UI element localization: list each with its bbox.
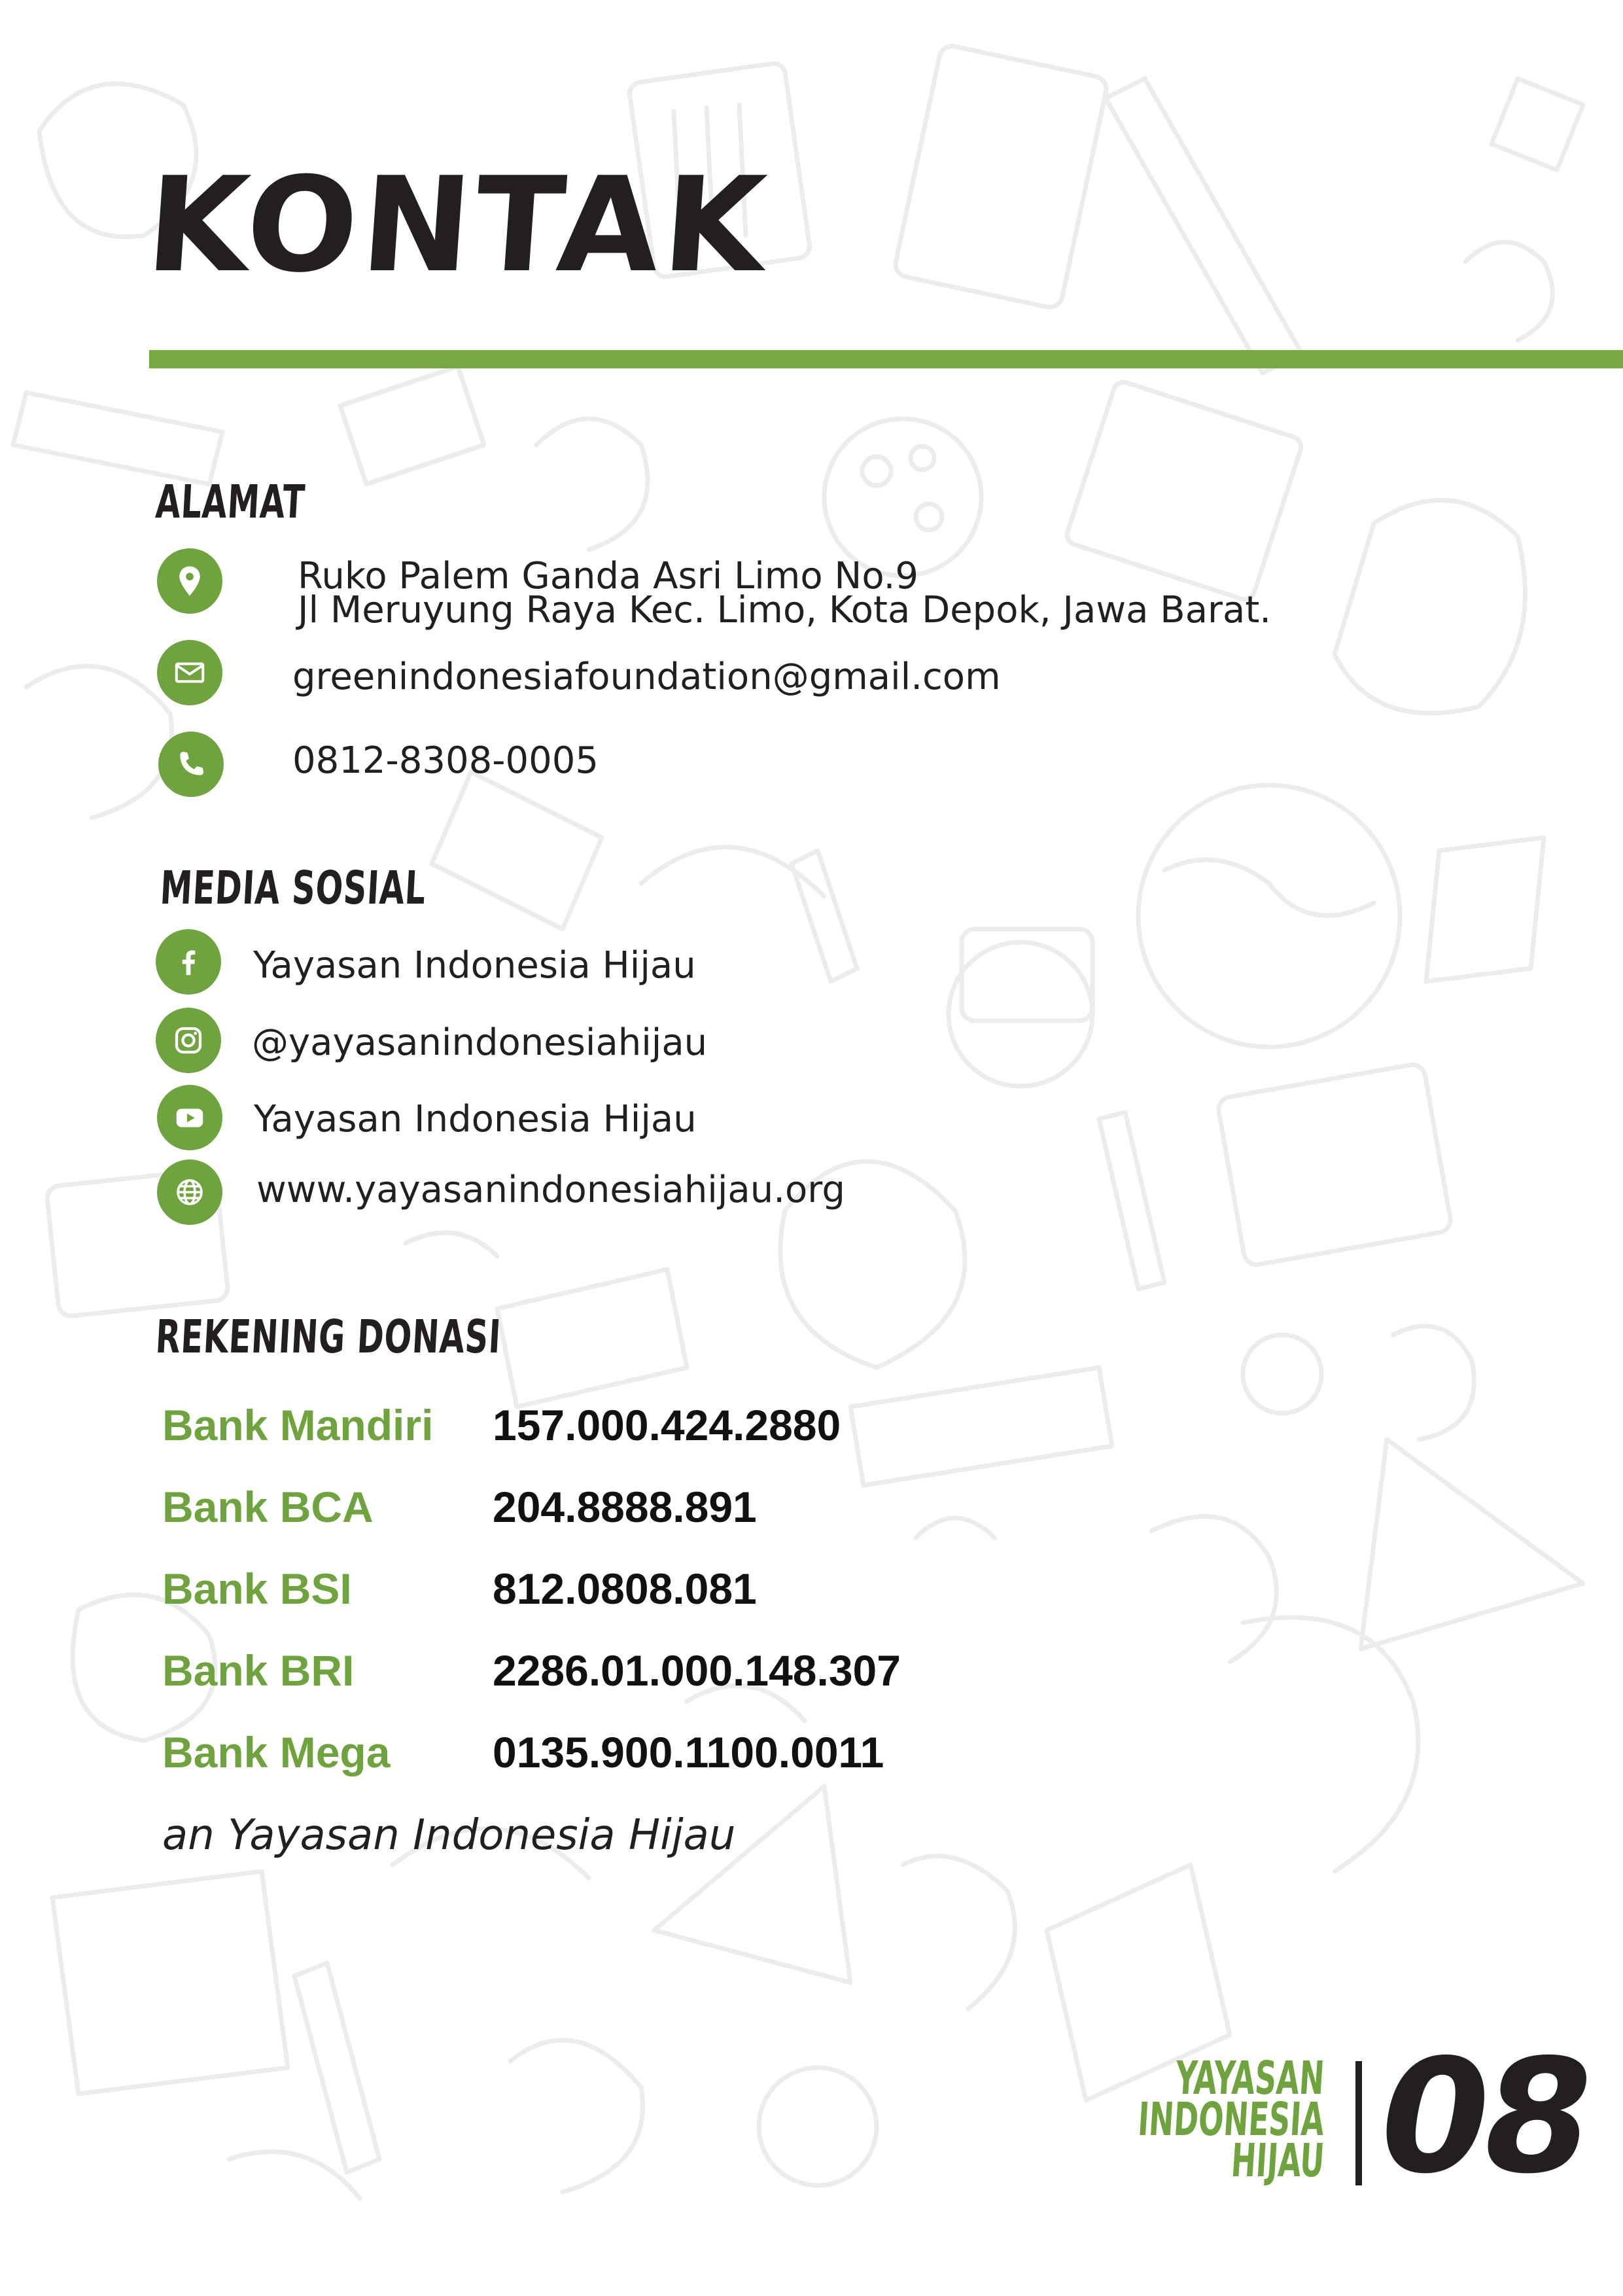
website-link[interactable]: www.yayasanindonesiahijau.org bbox=[256, 1169, 845, 1211]
address-line-1: Ruko Palem Ganda Asri Limo No.9 bbox=[298, 555, 919, 597]
bank-name: Bank BSI bbox=[162, 1564, 352, 1613]
facebook-link[interactable]: Yayasan Indonesia Hijau bbox=[253, 944, 696, 987]
phone-number[interactable]: 0812-8308-0005 bbox=[292, 739, 599, 782]
bank-row bbox=[162, 1482, 757, 1532]
bank-row bbox=[162, 1400, 841, 1450]
page-number: 08 bbox=[1364, 2025, 1602, 2208]
bank-row bbox=[162, 1727, 884, 1777]
facebook-row bbox=[156, 929, 221, 995]
bank-name: Bank BRI bbox=[162, 1646, 355, 1695]
bank-name: Bank BCA bbox=[162, 1483, 374, 1531]
title-underline bbox=[149, 350, 1623, 368]
logo-line-1: YAYASAN bbox=[1174, 2051, 1326, 2105]
address-row bbox=[157, 548, 222, 614]
account-number: 0135.900.1100.0011 bbox=[493, 1728, 884, 1776]
email-row bbox=[157, 640, 222, 705]
page-title: KONTAK bbox=[141, 149, 775, 302]
logo-divider bbox=[1355, 2061, 1362, 2185]
youtube-icon[interactable] bbox=[157, 1085, 222, 1150]
globe-icon bbox=[157, 1159, 222, 1225]
bank-row bbox=[162, 1564, 757, 1614]
logo-line-3: HIJAU bbox=[1229, 2134, 1326, 2187]
youtube-link[interactable]: Yayasan Indonesia Hijau bbox=[254, 1098, 697, 1140]
phone-icon bbox=[158, 732, 224, 797]
phone-row bbox=[158, 732, 224, 797]
bank-name: Bank Mega bbox=[162, 1728, 391, 1776]
account-number: 204.8888.891 bbox=[493, 1483, 757, 1531]
account-number: 2286.01.000.148.307 bbox=[493, 1646, 901, 1695]
rekening-heading: REKENING DONASI bbox=[154, 1310, 503, 1364]
youtube-row bbox=[157, 1085, 222, 1150]
location-pin-icon bbox=[157, 548, 222, 614]
alamat-heading: ALAMAT bbox=[154, 475, 307, 529]
address-line-2: Jl Meruyung Raya Kec. Limo, Kota Depok, Jawa Barat. bbox=[298, 589, 1272, 631]
bank-row bbox=[162, 1646, 901, 1695]
foundation-logo bbox=[1067, 2051, 1326, 2187]
account-number: 157.000.424.2880 bbox=[493, 1401, 841, 1449]
bank-name: Bank Mandiri bbox=[162, 1401, 434, 1449]
media-sosial-heading: MEDIA SOSIAL bbox=[158, 861, 428, 915]
account-holder-note: an Yayasan Indonesia Hijau bbox=[162, 1811, 736, 1860]
logo-line-2: INDONESIA bbox=[1136, 2093, 1326, 2146]
email-link[interactable]: greenindonesiafoundation@gmail.com bbox=[292, 656, 1001, 698]
instagram-icon[interactable] bbox=[156, 1008, 221, 1073]
facebook-icon[interactable] bbox=[156, 929, 221, 995]
account-number: 812.0808.081 bbox=[493, 1564, 757, 1613]
website-row bbox=[157, 1159, 222, 1225]
instagram-row bbox=[156, 1008, 221, 1073]
envelope-icon bbox=[157, 640, 222, 705]
instagram-handle[interactable]: @yayasanindonesiahijau bbox=[252, 1021, 708, 1064]
